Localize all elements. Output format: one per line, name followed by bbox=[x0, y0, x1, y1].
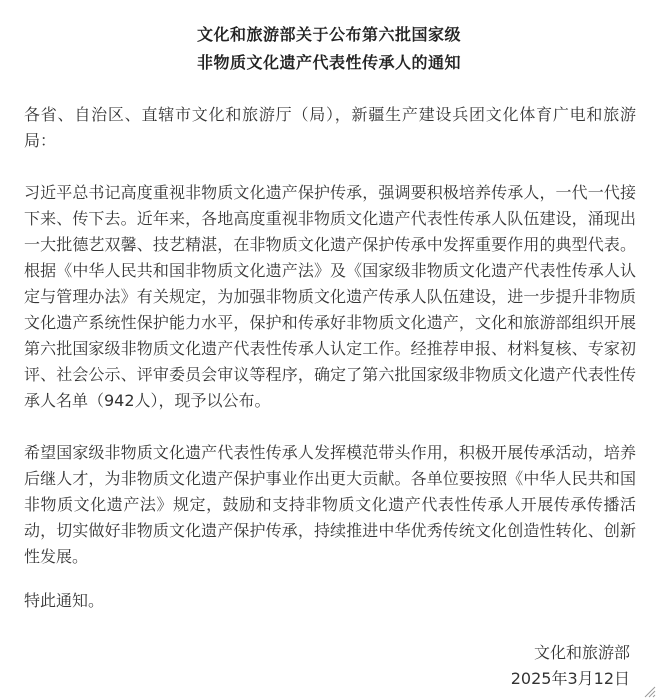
signature-organization: 文化和旅游部 bbox=[533, 643, 630, 662]
document-title-line-1: 文化和旅游部关于公布第六批国家级 bbox=[196, 25, 461, 44]
closing-line: 特此通知。 bbox=[24, 591, 105, 610]
body-paragraph-2: 希望国家级非物质文化遗产代表性传承人发挥模范带头作用，积极开展传承活动，培养后继人才，为非物质文化遗产保护事业作出更大贡献。各单位要按照《中华人民共和国非物质文化遗产法》规定，鼓励和支持非物质文化遗产代表性传承人开展传承传播活动，切实做好非物质文化遗产保护传承，持续推进中华优秀传统文化创造性转化、创新性发展。 bbox=[24, 443, 636, 566]
signature-date: 2025年3月12日 bbox=[510, 669, 630, 688]
resize-grip-icon[interactable] bbox=[642, 684, 656, 698]
document-title-line-2: 非物质文化遗产代表性传承人的通知 bbox=[196, 53, 461, 72]
salutation: 各省、自治区、直辖市文化和旅游厅（局），新疆生产建设兵团文化体育广电和旅游局： bbox=[24, 105, 636, 150]
body-paragraph-1: 习近平总书记高度重视非物质文化遗产保护传承，强调要积极培养传承人，一代一代接下来、传下去。近年来，各地高度重视非物质文化遗产代表性传承人队伍建设，涌现出一大批德艺双馨、技艺精湛，在非物质文化遗产保护传承中发挥重要作用的典型代表。根据《中华人民共和国非物质文化遗产法》及《国家级非物质文化遗产代表性传承人认定与管理办法》有关规定，为加强非物质文化遗产传承人队伍建设，进一步提升非物质文化遗产系统性保护能力水平，保护和传承好非物质文化遗产，文化和旅游部组织开展第六批国家级非物质文化遗产代表性传承人认定工作。经推荐申报、材料复核、专家初评、社会公示、评审委员会审议等程序，确定了第六批国家级非物质文化遗产代表性传承人名单（942人），现予以公布。 bbox=[24, 183, 636, 410]
